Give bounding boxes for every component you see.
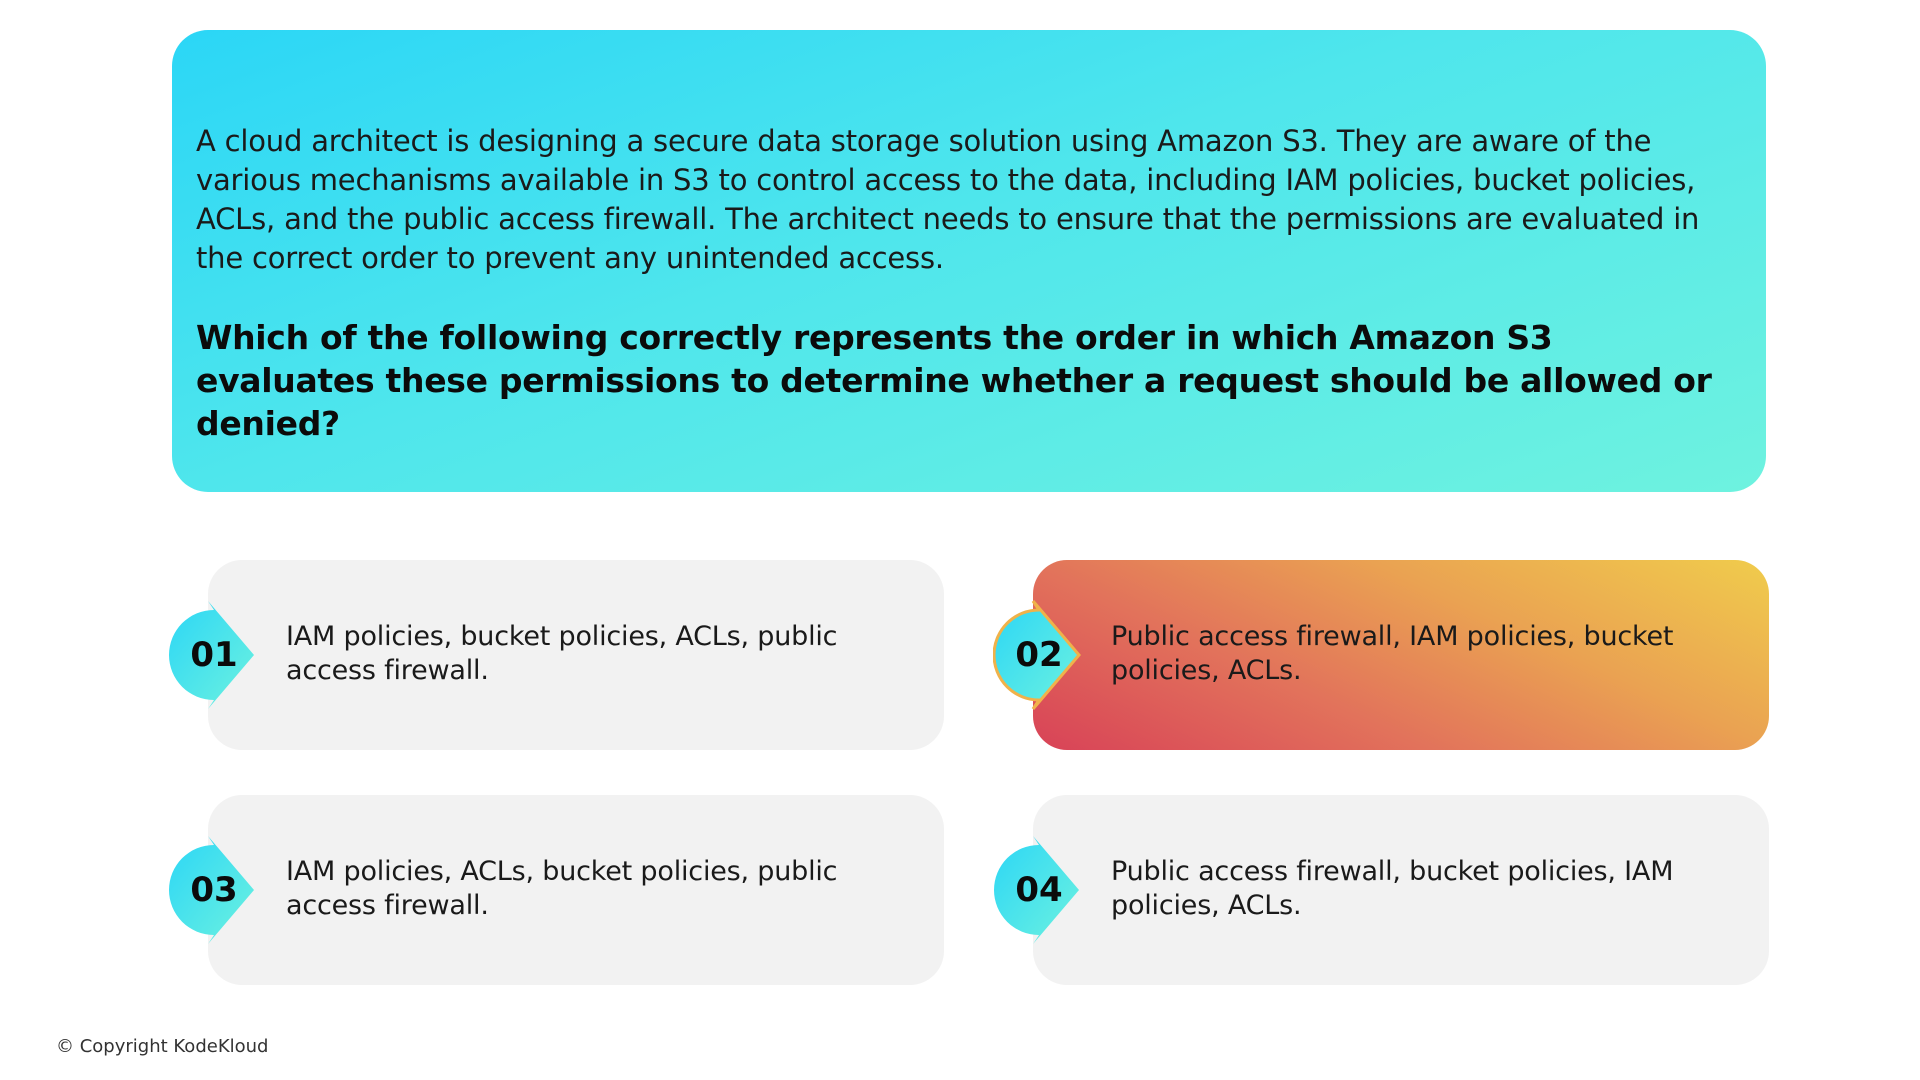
option-02-text: Public access firewall, IAM policies, bucket policies, ACLs. [1111,621,1674,686]
option-03-badge [168,835,268,945]
copyright-footer: © Copyright KodeKloud [56,1036,269,1057]
option-01-text: IAM policies, bucket policies, ACLs, public access firewall. [286,621,838,686]
option-04-text: Public access firewall, bucket policies, IAM policies, ACLs. [1111,856,1674,921]
option-03-text: IAM policies, ACLs, bucket policies, public access firewall. [286,856,838,921]
option-04-badge [993,835,1093,945]
option-02-number: 02 [1015,635,1063,675]
option-04[interactable] [1015,795,1769,985]
question-card [172,30,1766,492]
option-01-badge [168,600,268,710]
option-02[interactable] [1015,560,1769,750]
option-03-number: 03 [190,870,238,910]
option-01[interactable] [190,560,944,750]
option-01-number: 01 [190,635,238,675]
option-03[interactable] [190,795,944,985]
question-scenario: A cloud architect is designing a secure data storage solution using Amazon S3. They are aware of the various mechanisms available in S3 to control access to the data, including IAM policies, bucket policies, ACLs, and the public access firewall. The architect needs to ensure that the permissions are evaluated in the correct order to prevent any unintended access. [196,124,1700,275]
question-prompt: Which of the following correctly represents the order in which Amazon S3 evaluates these permissions to determine whether a request should be allowed or denied? [196,318,1712,443]
option-04-number: 04 [1015,870,1063,910]
option-02-badge [993,600,1093,710]
